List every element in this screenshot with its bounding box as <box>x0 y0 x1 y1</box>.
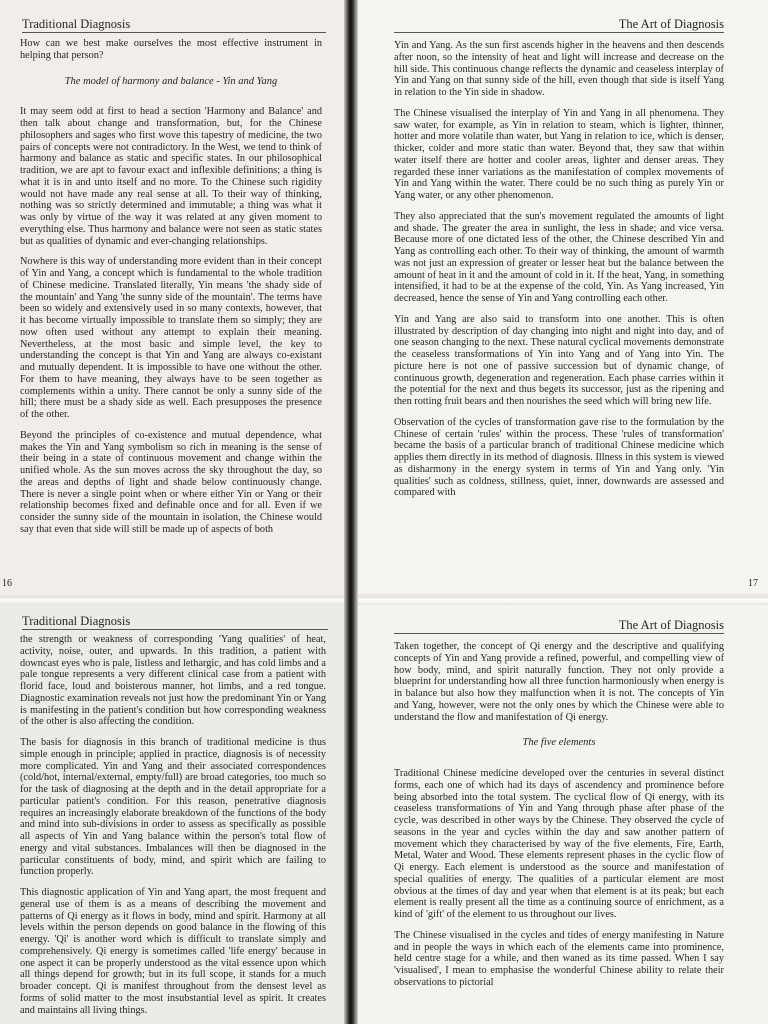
body-paragraph: Taken together, the concept of Qi energy and the descriptive and qualifying concepts of Yin and Yang provide a refined, powerful, and compelling view of how body, mind, and spirit naturally function. They not only provide a blueprint for understanding how all three function harmoniously when energy is in balance but also how they malfunction when it is not. The concepts of Yin and Yang, however, were not the only ones by which the Chinese were able to understand the flow and manifestation of Qi energy. <box>394 641 724 723</box>
body-paragraph: Yin and Yang. As the sun first ascends higher in the heavens and then descends after noon, so the intensity of heat and light will increase and decrease on the hill side. This continuous change reflects the dynamic and ceaseless interplay of Yin and Yang on that sunny side of the hill, even though that side is itself Yang in relation to the Yin side in shadow. <box>394 40 724 98</box>
page-split-horizontal <box>0 593 768 605</box>
page-top-left <box>0 0 346 595</box>
body-paragraph: The Chinese visualised the interplay of Yin and Yang in all phenomena. They saw water, for example, as Yin in relation to steam, which is lighter, thinner, hotter and more volatile than water, but Yang in relation to ice, which is denser, thicker, colder and more static than water. Beyond that, they saw that within water itself there are hotter and cooler areas, lighter and denser areas. They regarded these inner variations as the manifestation of complex movements of Yin and Yang within the water. There could be no such thing as purely Yin or Yang water, or any other phenomenon. <box>394 107 724 201</box>
body-paragraph: The Chinese visualised in the cycles and tides of energy manifesting in Nature and in people the ways in which each of the elements came into prominence, held centre stage for a while, and then waned as its time passed. When I say 'visualised', I mean to emphasise the wonderful Chinese ability to relate their observations to pictorial <box>394 929 724 988</box>
running-head-title: The Art of Diagnosis <box>618 17 724 31</box>
running-head-title: The Art of Diagnosis <box>618 618 724 632</box>
body-paragraph: Yin and Yang are also said to transform into one another. This is often illustrated by description of day changing into night and night into day, and of one season changing to the next. These natural cyclical movements demonstrate the ceaseless transformations of Yin into Yang and of Yang into Yin. The picture here is not one of passive succession but of dynamic change, of continuous growth, degeneration and regeneration. Each phase carries within it the potential for the next and thus begets its successor, just as the ripening and then rotting fruit bears and then nourishes the seed which will bring new life. <box>394 313 724 407</box>
running-head-title: Traditional Diagnosis <box>22 614 131 628</box>
intro-paragraph: How can we best make ourselves the most effective instrument in helping that person? <box>20 38 322 61</box>
body-paragraph: the strength or weakness of corresponding 'Yang qualities' of heat, activity, noise, outer, and upwards. In this tradition, a patient with downcast eyes who is pale, listless and lethargic, and has cold limbs and a pale tongue represents a very different clinical case from a patient with florid face, loud and boisterous manner, hot limbs, and a red tongue. Diagnostic examination reveals not just how the predominant Yin or Yang is manifesting in the patient's condition but how corresponding weakness of the other is also affecting the condition. <box>20 634 326 728</box>
page-bottom-right <box>356 603 768 1024</box>
section-subhead: The model of harmony and balance - Yin and Yang <box>64 75 278 87</box>
page-body <box>20 634 326 1024</box>
body-paragraph: It may seem odd at first to head a section 'Harmony and Balance' and then talk about change and transformation, but, for the Chinese philosophers and sages who first wove this tapestry of medicine, the two pairs of concepts were not contradictory. In the West, we tend to think of harmony and balance as static and specific states. In our philosophical tradition, we are apt to favour exact and inflexible definitions; a thing is what it is in and unto itself and no more. To the Chinese such rigidity would not have made any real sense at all. To their way of thinking, nothing was so strictly determined and immutable; a thing was what it was only by virtue of the way it was related at any given moment to everything else. Thus harmony and balance were not seen as static states but as qualities of dynamic and ever-changing relationships. <box>20 106 322 247</box>
page-number: 16 <box>2 578 12 589</box>
running-head-rule <box>394 633 724 634</box>
running-head-rule <box>22 629 328 630</box>
page-body <box>394 40 724 508</box>
section-subhead: The five elements <box>522 737 596 749</box>
running-head-title: Traditional Diagnosis <box>22 17 131 31</box>
page-body <box>394 641 724 998</box>
running-head-rule <box>22 32 326 33</box>
body-paragraph: Beyond the principles of co-existence and mutual dependence, what makes the Yin and Yang symbolism so rich in meaning is the sense of their being in a state of continuous movement and change within the unified whole. As the sun moves across the sky throughout the day, so the areas and depths of light and shade below continuously change. There is never a single point when or where either Yin or Yang or their relationship becomes fixed and definable once and for all. Even if we consider the sunny side of the mountain in isolation, the Chinese would say that even that side will still be made up of aspects of both <box>20 429 322 535</box>
page-number: 17 <box>748 578 758 589</box>
body-paragraph: Traditional Chinese medicine developed over the centuries in several distinct forms, each one of which had its days of ascendency and prominence before being absorbed into the total system. The cyclical flow of Qi energy, with its ceaseless transformations of Yin and Yang through phase after phase of the cycle, was described in other ways by the Chinese. They observed the cycle of seasons in the year and cycles within the day and saw another pattern of movement which they characterised by way of the five elements, Fire, Earth, Metal, Water and Wood. These elements represent phases in the cyclic flow of Qi energy. Each element is understood as the source and manifestation of special qualities of energy. The qualities of a particular element are most obvious at the times of day and year when that element is at its peak; but each element is really present all the time as a continuing source of enrichment, as a kind of 'gift' of the element to us throughout our lives. <box>394 768 724 920</box>
running-head-rule <box>394 32 724 33</box>
body-paragraph: They also appreciated that the sun's movement regulated the amounts of light and shade. The greater the area in sunlight, the less in shade; and vice versa. Because more of one dictated less of the other, the Chinese described Yin and Yang as controlling each other. To their way of thinking, the amount of warmth was not just an expression of greater or lesser heat but the balance between the amount of heat in it and the amount of cold in it. If the heat, Yang, in something intensified, it had to be at the expense of the cold, Yin. As Yang increased, Yin decreased, hence the sense of Yin and Yang controlling each other. <box>394 210 724 304</box>
body-paragraph: Observation of the cycles of transformation gave rise to the formulation by the Chinese of certain 'rules' within the process. These 'rules of transformation' became the basis of a particular branch of traditional Chinese medicine which applies them directly in its method of diagnosis. Illness in this system is viewed as disharmony in the energy system in terms of Yin and Yang only. 'Yin qualities' such as coldness, stillness, quiet, inner, downwards are assessed and compared with <box>394 416 724 499</box>
body-paragraph: This diagnostic application of Yin and Yang apart, the most frequent and general use of them is as a means of describing the movement and patterns of Qi energy as it flows in body, mind and spirit. Harmony at all levels within the person depends on good balance in the flowing of this energy. 'Qi' is another word which is difficult to translate simply and comprehensively. Qi energy is sometimes called 'life energy' because in one aspect it can be properly understood as the vital essence upon which all things depend for growth; but in its full scope, it stands for a much broader concept. Qi is manifest throughout from the densest level as forms of solid matter to the most insubstantial level as spirit. It creates and maintains all living things. <box>20 887 326 1016</box>
body-paragraph: The basis for diagnosis in this branch of traditional medicine is thus simple enough in principle; applied in practice, diagnosis is of necessity more complicated. Yin and Yang and their associated correspondences (cold/hot, internal/external, empty/full) are broad categories, too much so for the task of diagnosing at the depth and in the detail appropriate for a particular patient's condition. For this reason, penetrative diagnosis requires an increasingly elaborate breakdown of the functions of the body and mind into sub-divisions in order to assess as specifically as possible all aspects of Yin and Yang balance within the person's total flow of energy and vital substances. Imbalances will then be diagnosed in the particular constituents of body, mind, and spirit which are failing to function properly. <box>20 737 326 878</box>
page-body <box>20 38 322 545</box>
page-bottom-left <box>0 603 346 1024</box>
body-paragraph: Nowhere is this way of understanding more evident than in their concept of Yin and Yang, a concept which is fundamental to the whole tradition of Chinese medicine. Translated literally, Yin means 'the shady side of the mountain' and Yang 'the sunny side of the mountain'. The terms have been so widely and extensively used in so many contexts, however, that it has become virtually impossible to translate them so simply; they are now often used without any attempt to explain their meaning. Nevertheless, at the most basic and simple level, the key to understanding the concept is that Yin and Yang are always co-existant and mutually dependent. It is impossible to have one without the other. For them to have meaning, they always have to be seen together as complements within a unity. There cannot be only a sunny side of the hill; there must be a shady side as well. Each presupposes the presence of the other. <box>20 256 322 420</box>
book-gutter <box>344 0 358 1024</box>
page-top-right <box>356 0 768 595</box>
